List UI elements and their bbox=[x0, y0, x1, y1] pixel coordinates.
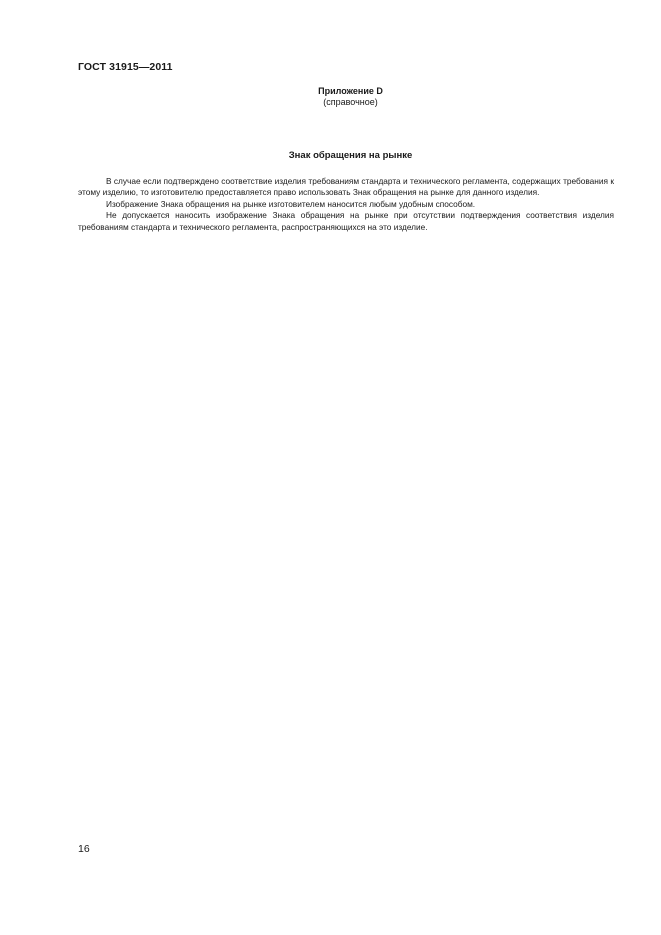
appendix-title: Приложение D bbox=[318, 86, 383, 96]
standard-code: ГОСТ 31915—2011 bbox=[78, 61, 173, 73]
appendix-subtitle: (справочное) bbox=[323, 97, 378, 107]
section-title: Знак обращения на рынке bbox=[288, 150, 413, 161]
body-text bbox=[78, 176, 614, 233]
paragraph: Изображение Знака обращения на рынке изготовителем наносится любым удобным способом. bbox=[106, 198, 476, 209]
page-number: 16 bbox=[78, 843, 90, 855]
appendix-heading bbox=[0, 86, 661, 108]
paragraph: Не допускается наносить изображение Знака обращения на рынке при отсутствии подтверждения соответствия изделия требованиям стандарта и технического регламента, распространяющихся на это изделие. bbox=[78, 210, 614, 232]
paragraph: В случае если подтверждено соответствие изделия требованиям стандарта и технического регламента, содержащих требования к этому изделию, то изготовителю предоставляется право использовать Знак обращения на рынке для данного изделия. bbox=[78, 176, 614, 198]
